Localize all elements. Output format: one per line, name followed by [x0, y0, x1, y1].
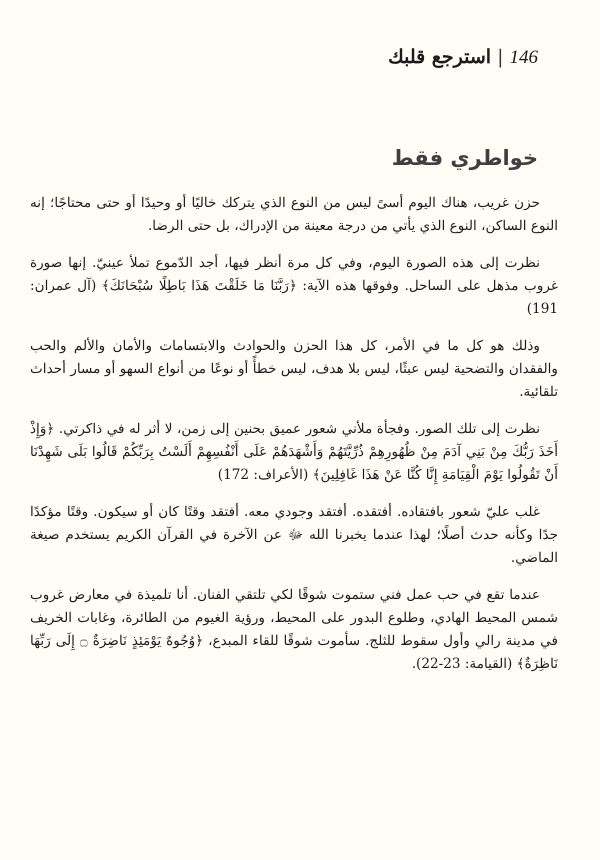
paragraph: نظرت إلى هذه الصورة اليوم، وفي كل مرة أنظر فيها، أجد الدّموع تملأ عينيّ. إنها صورة غروب مذهل على الساحل. وفوقها هذه الآية: ﴿رَبَّنَا مَا خَلَقْتَ هَذَا بَاطِلًا سُبْحَانَكَ﴾ (آل عمران: 191) [30, 255, 558, 317]
running-header [62, 44, 538, 71]
header-separator: | [497, 46, 504, 68]
paragraph: نظرت إلى تلك الصور. وفجأة ملأني شعور عميق بحنين إلى زمن، لا أثر له في ذاكرتي. ﴿وَإِذْ أَخَذَ رَبُّكَ مِنْ بَنِي آدَمَ مِنْ ظُهُورِهِمْ ذُرِّيَّتَهُمْ وَأَشْهَدَهُمْ عَلَى أَنْفُسِهِمْ أَلَسْتُ بِرَبِّكُمْ قَالُوا بَلَى شَهِدْنَا أَنْ تَقُولُوا يَوْمَ الْقِيَامَةِ إِنَّا كُنَّا عَنْ هَذَا غَافِلِينَ﴾ (الأعراف: 172) [30, 421, 558, 483]
section-title: خواطري فقط [391, 146, 538, 170]
paragraph: وذلك هو كل ما في الأمر، كل هذا الحزن والحوادث والابتسامات والأمان والألم والحب والفقدان والتضحية ليس عبثًا، ليس بلا هدف، ليس خطأً أو نوعًا من أنواع السهو أو مسار أحداث تلقائية. [30, 338, 558, 400]
paragraph: غلب عليّ شعور بافتقاده. أفتقده. أفتقد وجودي معه. أفتقد وقتًا كان أو سيكون. وقتًا مؤكدًا جدًا وكأنه حدث أصلًا؛ لهذا عندما يخبرنا الله ﷻ عن الآخرة في القرآن الكريم يستخدم صيغة الماضي. [30, 504, 558, 566]
page-number: 146 [509, 47, 538, 68]
body-text [30, 192, 558, 690]
book-title: استرجع قلبك [388, 46, 492, 68]
paragraph: حزن غريب، هناك اليوم أسىً ليس من النوع الذي يتركك خاليًا أو وحيدًا أو حتى محتاجًا؛ إنه النوع الساكن، النوع الذي يأتي من درجة معينة من الإدراك، بل حتى الرضا. [30, 195, 558, 234]
paragraph: عندما تقع في حب عمل فني ستموت شوقًا لكي تلتقي الفنان. أنا تلميذة في معارض غروب شمس المحيط الهادي، وطلوع البدور على المحيط، ورؤية الغيوم من الطائرة، وغابات الخريف في مدينة رالي وأول سقوط للثلج. سأموت شوقًا للقاء المبدع، ﴿وُجُوهٌ يَوْمَئِذٍ نَاضِرَةٌ ۝ إِلَى رَبِّهَا نَاظِرَةٌ﴾ (القيامة: 23-22). [30, 587, 558, 672]
